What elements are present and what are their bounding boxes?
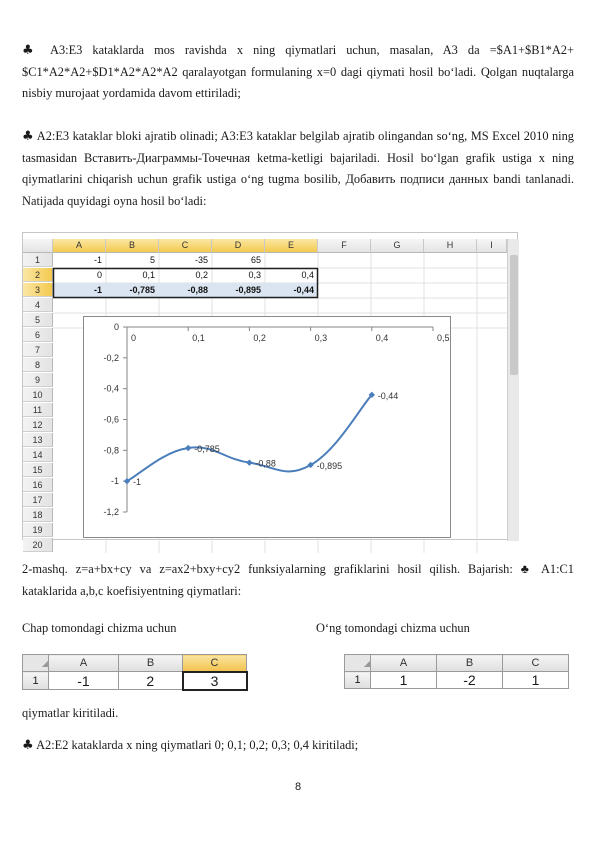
y-tick-label: -0,2	[103, 352, 119, 363]
x-tick-label: 0,5	[437, 333, 450, 343]
cell-b2[interactable]: 0,1	[142, 270, 155, 280]
row-header-3[interactable]: 3	[23, 283, 53, 297]
table-header-b[interactable]: B	[437, 655, 503, 672]
table-row-header[interactable]: 1	[345, 672, 371, 689]
row-header-10[interactable]: 10	[23, 388, 53, 402]
line-x-values	[22, 738, 358, 753]
data-label[interactable]: -0,895	[316, 460, 343, 471]
club-bullet-icon: ♣	[22, 738, 34, 753]
scatter-chart[interactable]	[83, 316, 451, 538]
vertical-scrollbar[interactable]	[507, 239, 519, 541]
cell-c1[interactable]: -35	[194, 255, 208, 265]
cell-e2[interactable]: 0,4	[301, 270, 314, 280]
label-left-chart: Chap tomondagi chizma uchun	[22, 621, 177, 635]
cell-c1-left[interactable]: 3	[183, 672, 247, 690]
column-header-e[interactable]: E	[265, 239, 318, 253]
data-label[interactable]: -0,785	[194, 444, 220, 455]
y-tick-label: -0,6	[103, 414, 119, 425]
excel-screenshot	[22, 232, 518, 550]
y-tick-label: -0,4	[103, 383, 119, 394]
row-header-18[interactable]: 18	[23, 508, 53, 522]
column-header-d[interactable]: D	[212, 239, 265, 253]
paragraph-formula	[22, 40, 574, 105]
cell-b1-left[interactable]: 2	[119, 672, 183, 690]
table-header-c[interactable]: C	[503, 655, 569, 672]
x-tick-label: 0	[131, 333, 137, 343]
row-header-17[interactable]: 17	[23, 493, 53, 507]
line-x-values-text: A2:E2 kataklarda x ning qiymatlari 0; 0,1; 0,2; 0,3; 0,4 kiritiladi;	[36, 738, 359, 752]
column-header-f[interactable]: F	[318, 239, 371, 253]
row-header-12[interactable]: 12	[23, 418, 53, 432]
row-header-2[interactable]: 2	[23, 268, 53, 282]
club-bullet-icon: ♣	[22, 129, 35, 144]
cell-c2[interactable]: 0,2	[195, 270, 208, 280]
paragraph-chart-steps	[22, 126, 574, 212]
row-header-20[interactable]: 20	[23, 538, 53, 552]
cell-a1-right[interactable]: 1	[371, 672, 437, 689]
label-right-chart: O‘ng tomondagi chizma uchun	[316, 621, 470, 635]
cell-a2[interactable]: 0	[96, 270, 102, 280]
column-header-a[interactable]: A	[53, 239, 106, 253]
y-tick-label: 0	[113, 322, 119, 332]
row-header-15[interactable]: 15	[23, 463, 53, 477]
x-tick-label: 0,4	[375, 333, 389, 343]
cell-b1[interactable]: 5	[149, 255, 155, 265]
row-header-1[interactable]: 1	[23, 253, 53, 267]
table-corner[interactable]: ◢	[23, 655, 49, 672]
y-tick-label: -1	[110, 476, 119, 487]
column-header-g[interactable]: G	[371, 239, 424, 253]
column-header-c[interactable]: C	[159, 239, 212, 253]
page-number: 8	[294, 781, 302, 793]
paragraph-exercise	[22, 559, 574, 602]
y-tick-label: -0,8	[103, 445, 119, 456]
coefficients-table-left	[22, 654, 248, 691]
y-tick-label: -1,2	[103, 507, 119, 517]
table-header-a[interactable]: A	[49, 655, 119, 672]
row-header-7[interactable]: 7	[23, 343, 53, 357]
x-tick-label: 0,1	[192, 333, 205, 343]
cell-a1-left[interactable]: -1	[49, 672, 119, 690]
chart-area[interactable]	[84, 317, 451, 538]
row-header-19[interactable]: 19	[23, 523, 53, 537]
cell-c1-right[interactable]: 1	[503, 672, 569, 689]
select-all-corner[interactable]	[23, 239, 53, 253]
paragraph-chart-steps-text: A2:E3 kataklar bloki ajratib olinadi; A3:E3 kataklar belgilab ajratib olingandan so‘ng, MS Excel 2010 ning tasmasidan Вставить-Диаграммы-Точечная ketma-ketligi bajariladi. Hosil bo‘lgan grafik ustiga x ning qiymatlarini chiqarish uchun grafik ustiga o‘ng tugma bosilib, Добавить подписи данных bandi tanlanadi. Natijada quyidagi oyna hosil bo‘ladi:	[22, 129, 574, 208]
cell-b3[interactable]: -0,785	[129, 285, 155, 295]
row-header-8[interactable]: 8	[23, 358, 53, 372]
column-header-h[interactable]: H	[424, 239, 477, 253]
cell-c3[interactable]: -0,88	[187, 285, 208, 295]
cell-d2[interactable]: 0,3	[248, 270, 261, 280]
table-header-b[interactable]: B	[119, 655, 183, 672]
coefficients-table-right	[344, 654, 569, 689]
row-header-16[interactable]: 16	[23, 478, 53, 492]
line-values-entered: qiymatlar kiritiladi.	[22, 706, 119, 720]
table-row-header[interactable]: 1	[23, 672, 49, 690]
cell-d1[interactable]: 65	[250, 255, 261, 265]
scrollbar-thumb[interactable]	[510, 255, 518, 375]
paragraph-formula-text: A3:E3 kataklarda mos ravishda x ning qiymatlari uchun, masalan, A3 da =$A1+$B1*A2+ $C1*A2*A2+$D1*A2*A2*A2 qaralayotgan formulaning x=0 dagi qiymati hosil bo‘ladi. Qolgan nuqtalarga nisbiy murojaat yordamida davom ettiriladi;	[22, 43, 574, 100]
row-header-9[interactable]: 9	[23, 373, 53, 387]
cell-a3[interactable]: -1	[93, 285, 102, 295]
row-header-11[interactable]: 11	[23, 403, 53, 417]
x-tick-label: 0,3	[314, 333, 328, 343]
table-header-a[interactable]: A	[371, 655, 437, 672]
paragraph-exercise-text: 2-mashq. z=a+bx+cy va z=ax2+bxy+cy2 funksiyalarning grafiklarini hosil qilish. Bajarish: ♣ A1:C1 kataklarida a,b,c koefisiyentning qiymatlari:	[22, 562, 574, 598]
club-bullet-icon: ♣	[22, 43, 41, 58]
cell-a1[interactable]: -1	[93, 255, 102, 265]
row-header-14[interactable]: 14	[23, 448, 53, 462]
cell-e3[interactable]: -0,44	[293, 285, 314, 295]
data-label[interactable]: -0,44	[377, 390, 399, 401]
column-header-i[interactable]: I	[477, 239, 507, 253]
row-header-6[interactable]: 6	[23, 328, 53, 342]
data-label[interactable]: -0,88	[255, 458, 276, 469]
row-header-5[interactable]: 5	[23, 313, 53, 327]
cell-d3[interactable]: -0,895	[235, 285, 261, 295]
row-header-4[interactable]: 4	[23, 298, 53, 312]
data-label[interactable]: -1	[133, 477, 142, 488]
column-header-b[interactable]: B	[106, 239, 159, 253]
x-tick-label: 0,2	[253, 333, 266, 343]
row-header-13[interactable]: 13	[23, 433, 53, 447]
cell-b1-right[interactable]: -2	[437, 672, 503, 689]
table-header-c[interactable]: C	[183, 655, 247, 672]
table-corner[interactable]: ◢	[345, 655, 371, 672]
